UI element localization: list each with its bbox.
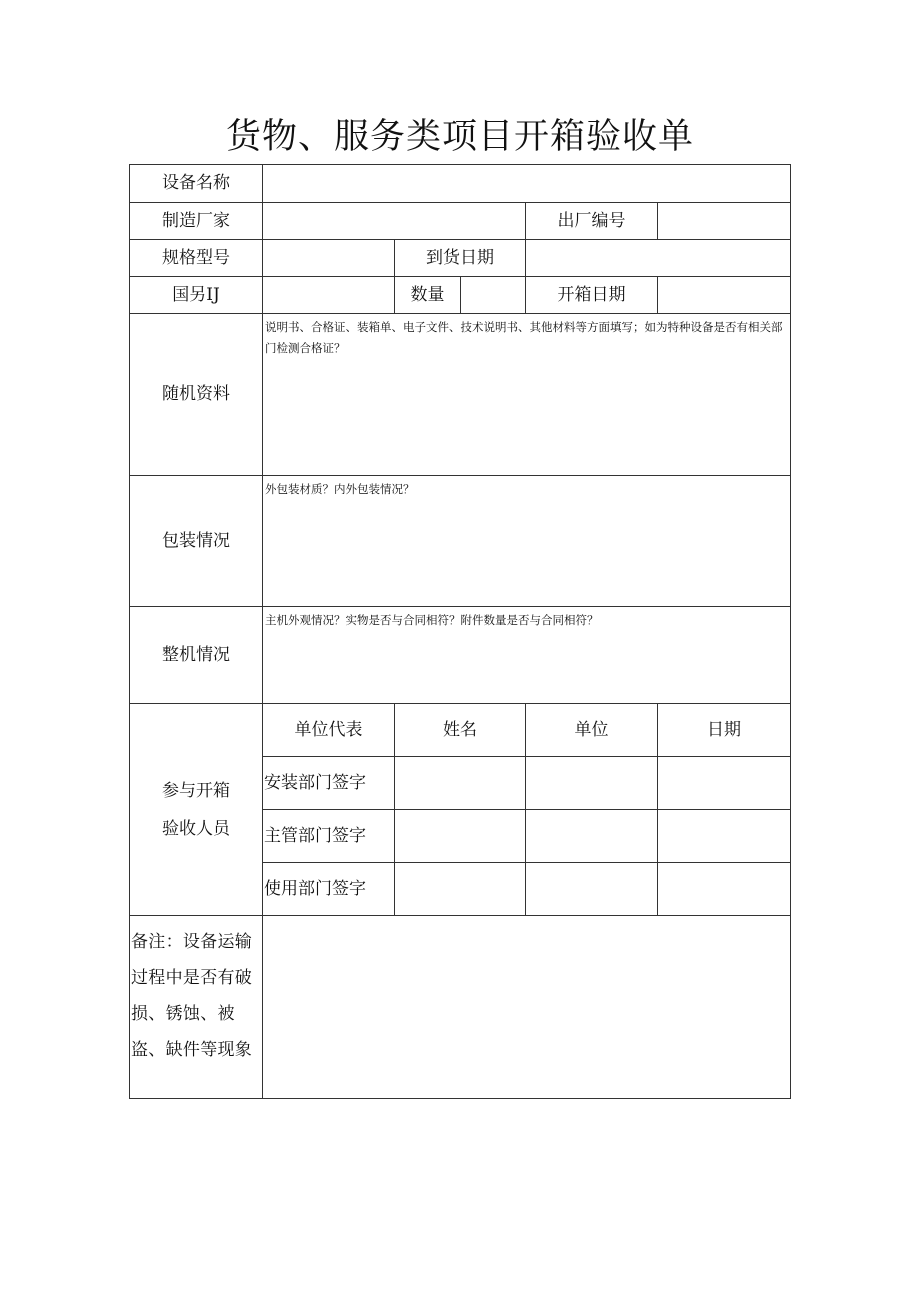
label-manufacturer: 制造厂家 (130, 203, 263, 240)
label-quantity: 数量 (395, 277, 461, 314)
label-participants-line2: 验收人员 (162, 818, 230, 839)
label-participants (130, 704, 263, 916)
header-name: 姓名 (395, 704, 526, 757)
input-factory-number[interactable] (658, 203, 791, 240)
input-country[interactable] (263, 277, 395, 314)
label-supervising-dept-signature: 主管部门签字 (263, 810, 395, 863)
input-quantity[interactable] (461, 277, 526, 314)
input-install-name[interactable] (395, 757, 526, 810)
remark-line-4: 盗、缺件等现象 (131, 1040, 253, 1060)
label-remark (130, 916, 263, 1099)
label-arrival-date: 到货日期 (395, 240, 526, 277)
remark-line-2: 过程中是否有破 (131, 968, 253, 988)
input-packaging[interactable] (263, 476, 791, 607)
document-title: 货物、服务类项目开箱验收单 (225, 117, 694, 157)
input-manufacturer[interactable] (263, 203, 526, 240)
acceptance-form-table (129, 164, 791, 1099)
input-arrival-date[interactable] (526, 240, 791, 277)
label-documents: 随机资料 (130, 314, 263, 476)
input-install-date[interactable] (658, 757, 791, 810)
label-country: 国另IJ (130, 277, 263, 314)
label-machine: 整机情况 (130, 607, 263, 704)
header-unit-representative: 单位代表 (263, 704, 395, 757)
remark-line-1: 备注：设备运输 (131, 932, 253, 952)
remark-line-3: 损、锈蚀、被 (131, 1004, 235, 1024)
row-packaging (130, 476, 791, 607)
row-machine (130, 607, 791, 704)
row-documents (130, 314, 791, 476)
input-model[interactable] (263, 240, 395, 277)
label-model: 规格型号 (130, 240, 263, 277)
input-supervising-name[interactable] (395, 810, 526, 863)
row-participants-header (130, 704, 791, 757)
header-date: 日期 (658, 704, 791, 757)
input-supervising-unit[interactable] (526, 810, 658, 863)
input-documents[interactable] (263, 314, 791, 476)
label-packaging: 包装情况 (130, 476, 263, 607)
hint-packaging: 外包装材质？内外包装情况？ (265, 482, 415, 496)
input-user-unit[interactable] (526, 863, 658, 916)
hint-machine: 主机外观情况？实物是否与合同相符？附件数量是否与合同相符？ (265, 613, 599, 627)
row-manufacturer (130, 203, 791, 240)
row-model (130, 240, 791, 277)
label-factory-number: 出厂编号 (526, 203, 658, 240)
row-device-name (130, 165, 791, 203)
label-participants-line1: 参与开箱 (162, 780, 230, 801)
label-device-name: 设备名称 (130, 165, 263, 203)
input-unpack-date[interactable] (658, 277, 791, 314)
input-user-name[interactable] (395, 863, 526, 916)
row-country (130, 277, 791, 314)
input-user-date[interactable] (658, 863, 791, 916)
row-remark (130, 916, 791, 1099)
label-install-dept-signature: 安装部门签字 (263, 757, 395, 810)
label-user-dept-signature: 使用部门签字 (263, 863, 395, 916)
input-machine[interactable] (263, 607, 791, 704)
input-supervising-date[interactable] (658, 810, 791, 863)
input-device-name[interactable] (263, 165, 791, 203)
remark-text (130, 916, 262, 1068)
header-unit: 单位 (526, 704, 658, 757)
label-unpack-date: 开箱日期 (526, 277, 658, 314)
input-remark[interactable] (263, 916, 791, 1099)
input-install-unit[interactable] (526, 757, 658, 810)
hint-documents: 说明书、合格证、装箱单、电子文件、技术说明书、其他材料等方面填写；如为特种设备是否有相关部门检测合格证？ (265, 320, 783, 355)
